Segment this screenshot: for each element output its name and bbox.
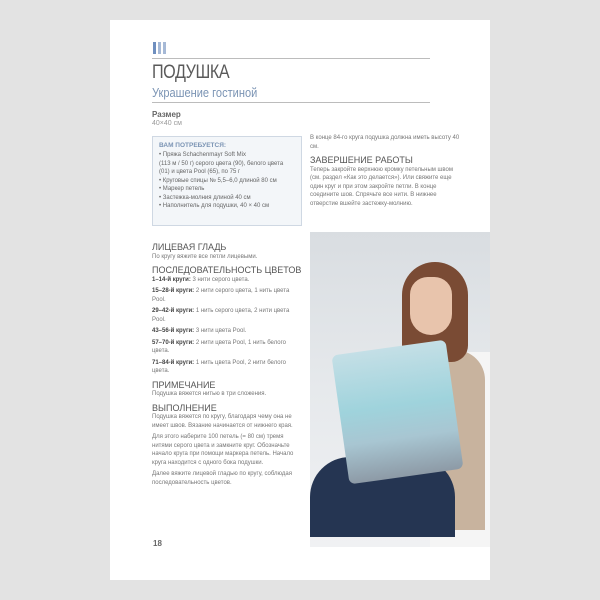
materials-list [159,151,295,211]
pillow-photo [310,232,490,547]
materials-item: • Маркер петель [159,186,205,192]
stockinette-text: По кругу вяжите все петли лицевыми. [152,253,258,260]
sequence-heading: ПОСЛЕДОВАТЕЛЬНОСТЬ ЦВЕТОВ [152,265,302,275]
materials-item: • Застежка-молния длиной 40 см [159,194,251,201]
materials-title: ВАМ ПОТРЕБУЕТСЯ: [159,142,227,149]
sequence-item: 57–70-й круги: 2 нити цвета Pool, 1 нить белого цвета. [152,339,286,354]
header-rule [152,58,430,59]
photo-person-face [410,277,452,335]
execution-paragraph: Для этого наберите 100 петель (= 80 см) тремя нитями серого цвета и замкните круг. Обозначьте начало круга при помощи маркера петель. Начало круга находится с одного бока подушки. [152,434,294,466]
execution-paragraph: Подушка вяжется по кругу, благодаря чему она не имеет швов. Вязание начинается от нижнего края. [152,414,293,429]
intro-text: В конце 84-го круга подушка должна иметь высоту 40 см. [310,135,460,150]
left-column [152,238,304,490]
materials-box [152,136,302,226]
subtitle-rule [152,102,430,103]
execution-heading: ВЫПОЛНЕНИЕ [152,402,217,413]
note-heading: ПРИМЕЧАНИЕ [152,379,216,390]
section-mark-3 [163,42,166,54]
right-column [310,134,460,211]
execution-paragraph: Далее вяжите лицевой гладью по кругу, соблюдая последовательность цветов. [152,471,292,486]
note-text: Подушка вяжется нитью в три сложения. [152,391,267,397]
materials-item: • Круговые спицы № 5,5–6,0 длиной 80 см [159,177,277,184]
page-subtitle: Украшение гостиной [152,85,258,100]
sequence-item: 1–14-й круги: 3 нити серого цвета. [152,276,250,283]
photo-knitted-pillow [332,340,464,485]
sequence-item: 71–84-й круги: 1 нить цвета Pool, 2 нити белого цвета. [152,359,286,374]
materials-item: • Наполнитель для подушки, 40 × 40 см [159,203,270,209]
section-mark-1 [153,42,156,54]
stockinette-heading: ЛИЦЕВАЯ ГЛАДЬ [152,242,227,252]
section-marks [153,42,166,54]
materials-item: (113 м / 50 г) серого цвета (90), белого цвета (01) и цвета Pool (65), по 75 г [159,160,284,175]
size-value: 40×40 см [152,120,182,127]
materials-item: • Пряжа Schachenmayr Soft Mix [159,152,246,158]
finish-text: Теперь закройте верхнюю кромку петельным швом (см. раздел «Как это делается»). Или свяжите еще один круг и при этом закройте петли. В конце соедините шов. Спрячьте все нити. В нижнее отверстие вшейте застежку-молнию. [310,166,453,207]
sequence-item: 15–28-й круги: 2 нити серого цвета, 1 нить цвета Pool. [152,288,290,303]
page-number: 18 [153,539,162,548]
document-page [110,20,490,580]
size-label: Размер [152,110,181,119]
finish-heading: ЗАВЕРШЕНИЕ РАБОТЫ [310,155,413,165]
sequence-item: 43–56-й круги: 3 нити цвета Pool. [152,328,247,334]
section-mark-2 [158,42,161,54]
sequence-item: 29–42-й круги: 1 нить серого цвета, 2 нити цвета Pool. [152,308,290,323]
page-title: ПОДУШКА [152,62,230,83]
